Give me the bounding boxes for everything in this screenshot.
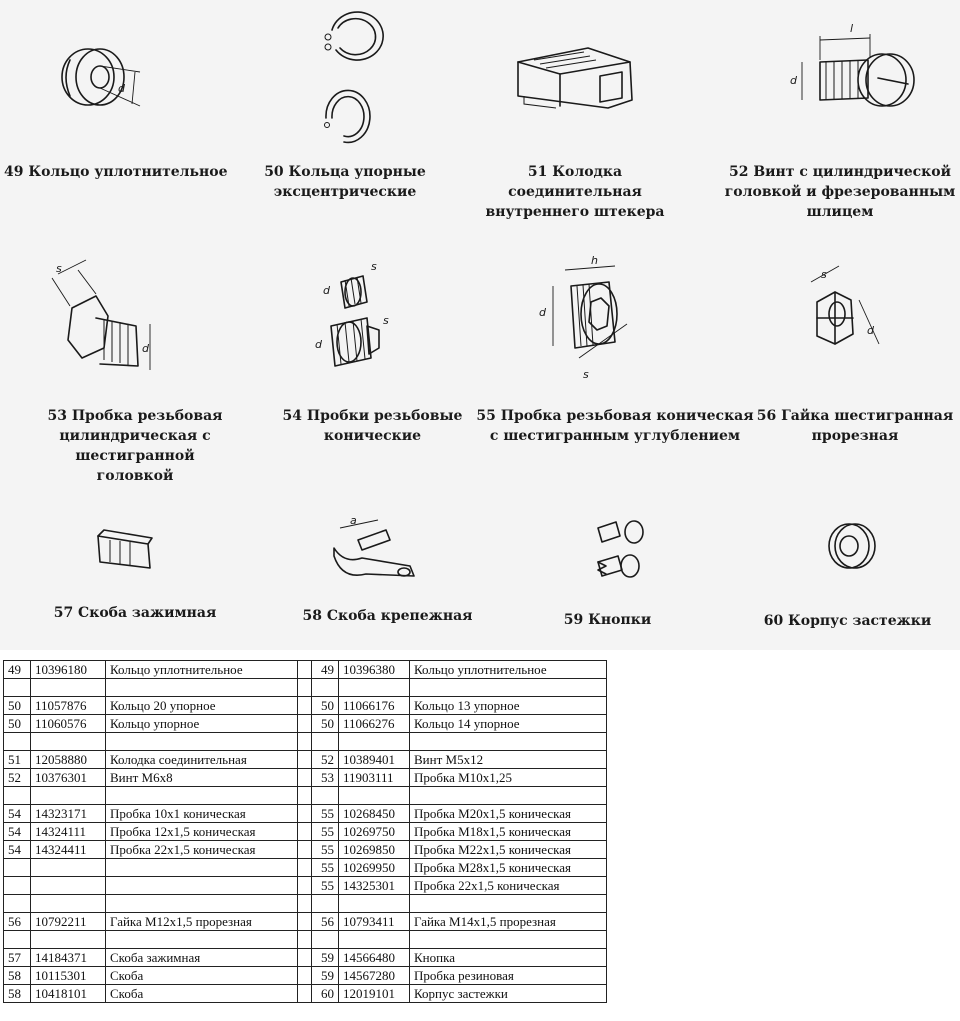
part-code-cell: 14324111 [31,823,106,841]
item-number-cell: 55 [312,877,339,895]
item-57 [0,470,270,650]
item-number-cell [4,733,31,751]
gap-cell [298,751,312,769]
part-name-cell: Скоба зажимная [106,949,298,967]
item-number-cell: 57 [4,949,31,967]
part-name-cell [410,679,607,697]
part-code-cell: 10115301 [31,967,106,985]
part-code-cell: 10268450 [339,805,410,823]
table-row [4,751,607,769]
dim-label-d: d [790,74,797,87]
item-number-cell: 54 [4,805,31,823]
caption-53: 53 Пробка резьбовая цилиндрическая с шестигранной головкой [47,408,223,484]
part-name-cell: Скоба [106,985,298,1003]
parts-table [3,660,607,1003]
gap-cell [298,715,312,733]
table-row [4,697,607,715]
table-row [4,805,607,823]
part-code-cell [339,679,410,697]
item-number-cell: 59 [312,949,339,967]
dim-label-d-small: d [323,284,330,297]
item-number-cell [4,931,31,949]
item-number-cell: 50 [4,715,31,733]
table-row [4,787,607,805]
gap-cell [298,769,312,787]
retaining-rings-icon [240,0,460,160]
castle-nut-icon [755,230,960,400]
table-row [4,823,607,841]
part-code-cell [31,859,106,877]
caption-59: 59 Кнопки [563,612,652,628]
table-row [4,661,607,679]
item-number-cell [4,679,31,697]
caption-52: 52 Винт с цилиндрической головкой и фрезерованным шлицем [724,164,956,220]
gap-cell [298,733,312,751]
part-name-cell [410,931,607,949]
part-name-cell: Пробка 12х1,5 коническая [106,823,298,841]
item-50 [240,0,460,230]
table-row [4,949,607,967]
part-name-cell: Кольцо 20 упорное [106,697,298,715]
part-code-cell: 14567280 [339,967,410,985]
part-name-cell [106,679,298,697]
part-name-cell: Винт М5х12 [410,751,607,769]
table-row [4,931,607,949]
part-name-cell [410,895,607,913]
gap-cell [298,697,312,715]
caption-56: 56 Гайка шестигранная прорезная [756,408,954,444]
part-code-cell: 11066176 [339,697,410,715]
dim-label-s-small: s [371,260,377,273]
part-code-cell: 12058880 [31,751,106,769]
dim-label-s: s [56,262,62,275]
part-code-cell: 10376301 [31,769,106,787]
fastening-bracket-icon [270,470,480,590]
item-number-cell: 51 [4,751,31,769]
part-name-cell: Кольцо уплотнительное [410,661,607,679]
dim-label-l: l [850,22,854,35]
part-code-cell: 10793411 [339,913,410,931]
dim-label-s-large: s [383,314,389,327]
dim-label-d-large: d [315,338,322,351]
part-name-cell: Пробка М22х1,5 коническая [410,841,607,859]
gap-cell [298,661,312,679]
item-number-cell [4,895,31,913]
connector-block-icon [460,0,710,160]
item-51 [460,0,710,230]
item-number-cell: 55 [312,841,339,859]
part-name-cell [106,931,298,949]
part-name-cell: Пробка 22х1,5 коническая [410,877,607,895]
item-60 [735,470,960,650]
table-row [4,967,607,985]
item-53 [0,230,275,484]
caption-50: 50 Кольца упорные эксцентрические [264,164,426,200]
push-buttons-icon [480,470,735,590]
item-number-cell [4,877,31,895]
part-code-cell: 10389401 [339,751,410,769]
sealing-ring-icon [0,0,240,160]
dim-label-s: s [821,268,827,281]
clamp-bracket-icon [0,470,270,590]
table-row [4,985,607,1003]
part-name-cell: Колодка соединительная [106,751,298,769]
part-code-cell [31,787,106,805]
part-name-cell [106,787,298,805]
item-number-cell: 52 [312,751,339,769]
part-name-cell: Кольцо упорное [106,715,298,733]
item-55 [475,230,755,470]
part-code-cell: 14325301 [339,877,410,895]
part-code-cell: 14184371 [31,949,106,967]
part-name-cell: Пробка 10х1 коническая [106,805,298,823]
parts-table-body [4,661,607,1003]
part-code-cell: 14324411 [31,841,106,859]
item-52 [710,0,960,230]
item-number-cell: 52 [4,769,31,787]
part-code-cell: 10269750 [339,823,410,841]
caption-54: 54 Пробки резьбовые конические [282,408,463,444]
gap-cell [298,895,312,913]
item-number-cell [312,733,339,751]
item-number-cell: 49 [4,661,31,679]
gap-cell [298,931,312,949]
caption-55: 55 Пробка резьбовая коническая с шестигранным углублением [476,408,754,444]
item-56 [755,230,960,470]
item-number-cell [4,859,31,877]
clasp-body-icon [735,470,960,590]
part-name-cell: Пробка М28х1,5 коническая [410,859,607,877]
table-row [4,841,607,859]
part-name-cell: Гайка М14х1,5 прорезная [410,913,607,931]
part-code-cell [31,877,106,895]
dim-label-d: d [118,82,125,95]
item-number-cell [312,679,339,697]
part-name-cell: Пробка М20х1,5 коническая [410,805,607,823]
item-number-cell: 56 [312,913,339,931]
part-name-cell: Пробка резиновая [410,967,607,985]
part-code-cell: 10269850 [339,841,410,859]
item-number-cell: 50 [312,697,339,715]
part-name-cell: Пробка 22х1,5 коническая [106,841,298,859]
dim-label-d: d [867,324,874,337]
gap-cell [298,949,312,967]
table-row [4,895,607,913]
gap-cell [298,859,312,877]
gap-cell [298,823,312,841]
item-number-cell [312,787,339,805]
item-number-cell: 60 [312,985,339,1003]
gap-cell [298,841,312,859]
part-code-cell: 11903111 [339,769,410,787]
part-code-cell: 14566480 [339,949,410,967]
tapered-plugs-icon [275,230,475,400]
item-number-cell [312,895,339,913]
dim-label-s: s [583,368,589,381]
table-row [4,769,607,787]
item-49 [0,0,240,230]
part-code-cell: 10418101 [31,985,106,1003]
item-number-cell: 59 [312,967,339,985]
caption-57: 57 Скоба зажимная [53,605,217,621]
item-number-cell: 53 [312,769,339,787]
part-name-cell: Гайка М12х1,5 прорезная [106,913,298,931]
item-number-cell: 56 [4,913,31,931]
part-code-cell: 10269950 [339,859,410,877]
table-row [4,859,607,877]
part-name-cell [106,733,298,751]
part-code-cell: 10792211 [31,913,106,931]
table-row [4,733,607,751]
part-name-cell: Кольцо 14 упорное [410,715,607,733]
part-code-cell [339,931,410,949]
dim-label-a: a [350,514,357,527]
part-code-cell [339,787,410,805]
caption-51: 51 Колодка соединительная внутреннего штекера [485,164,665,220]
caption-58: 58 Скоба крепежная [302,608,473,624]
item-number-cell [312,931,339,949]
table-row [4,679,607,697]
part-code-cell [31,733,106,751]
gap-cell [298,787,312,805]
part-code-cell: 11066276 [339,715,410,733]
item-number-cell: 58 [4,985,31,1003]
part-name-cell: Пробка М18х1,5 коническая [410,823,607,841]
dim-label-d: d [142,342,149,355]
part-code-cell: 12019101 [339,985,410,1003]
gap-cell [298,805,312,823]
part-name-cell: Кольцо уплотнительное [106,661,298,679]
gap-cell [298,985,312,1003]
gap-cell [298,967,312,985]
part-code-cell [339,733,410,751]
part-code-cell: 10396380 [339,661,410,679]
item-number-cell: 49 [312,661,339,679]
slotted-screw-icon [710,0,960,160]
part-name-cell [106,877,298,895]
gap-cell [298,913,312,931]
hex-plug-icon [0,230,275,400]
part-name-cell: Винт М6х8 [106,769,298,787]
part-code-cell: 11060576 [31,715,106,733]
part-code-cell: 10396180 [31,661,106,679]
item-number-cell: 54 [4,841,31,859]
item-number-cell: 55 [312,823,339,841]
part-code-cell [31,931,106,949]
item-number-cell: 55 [312,805,339,823]
item-59 [480,470,735,650]
item-number-cell: 50 [312,715,339,733]
part-name-cell: Кнопка [410,949,607,967]
table-row [4,877,607,895]
socket-plug-icon [475,230,755,400]
dim-label-h: h [591,254,598,267]
item-number-cell: 58 [4,967,31,985]
caption-49: 49 Кольцо уплотнительное [4,164,228,180]
gap-cell [298,877,312,895]
item-number-cell: 54 [4,823,31,841]
part-name-cell [106,859,298,877]
part-name-cell: Пробка М10х1,25 [410,769,607,787]
part-name-cell: Скоба [106,967,298,985]
part-code-cell [31,679,106,697]
part-name-cell: Корпус застежки [410,985,607,1003]
item-58 [270,470,480,650]
gap-cell [298,679,312,697]
part-name-cell: Кольцо 13 упорное [410,697,607,715]
item-number-cell: 50 [4,697,31,715]
table-row [4,913,607,931]
part-name-cell [410,787,607,805]
caption-60: 60 Корпус застежки [763,613,932,629]
item-number-cell: 55 [312,859,339,877]
part-name-cell [106,895,298,913]
item-54 [275,230,475,470]
part-code-cell: 14323171 [31,805,106,823]
part-code-cell [339,895,410,913]
dim-label-d: d [539,306,546,319]
part-name-cell [410,733,607,751]
part-code-cell [31,895,106,913]
table-row [4,715,607,733]
part-code-cell: 11057876 [31,697,106,715]
item-number-cell [4,787,31,805]
